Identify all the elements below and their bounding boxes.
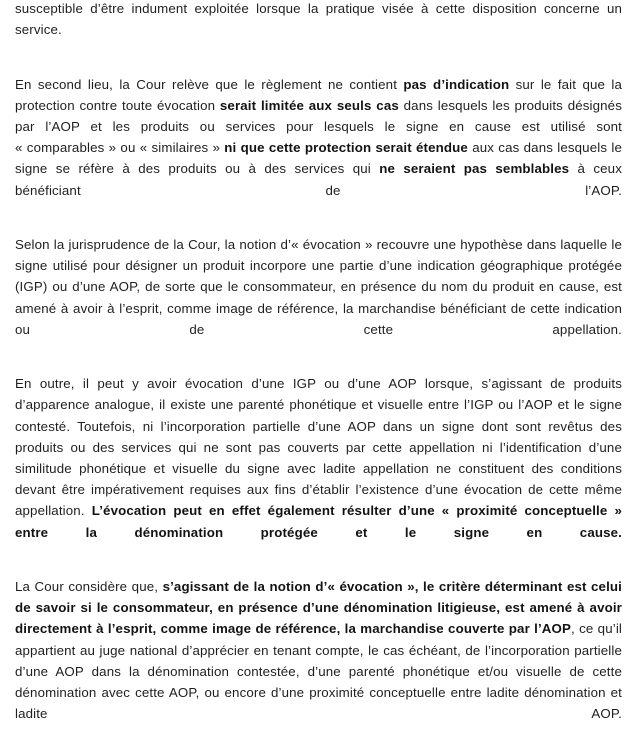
emphasis-run: serait limitée aux seuls cas — [219, 97, 399, 113]
paragraph-en-second-lieu — [15, 74, 622, 222]
paragraph-susceptible-dette-indument-exploitee — [15, 0, 622, 62]
text-run: aux cas dans lesquels le signe se réfère à des produits ou à des services qui — [15, 140, 622, 177]
text-run: Selon la jurisprudence de la Cour, la notion d’« évocation » recouvre une hypothèse dans laquelle le signe utilisé pour désigner un produit incorpore une partie d’une indication géographique protégée (IGP) ou d’une AOP, de sorte que le consommateur, en présence du nom du produit en cause, est amené à avoir à l’esprit, comme image de référence, la marchandise bénéficiant de cette indication ou de cette appellation. — [15, 237, 622, 337]
paragraph-selon-la-jurisprudence — [15, 234, 622, 361]
paragraph-en-outre-evocation — [15, 373, 622, 564]
text-run: En second lieu, la Cour relève que le règlement ne contient — [15, 76, 404, 92]
document-text-body — [15, 0, 622, 746]
emphasis-run: L’évocation peut en effet également résulter d’une « proximité conceptuelle » entre la dénomination protégée et le signe en cause. — [15, 503, 622, 540]
text-run: , ce qu’il appartient au juge national d’apprécier en tenant compte, le cas échéant, de l’incorporation partielle d’une AOP dans la dénomination contestée, d’une parenté phonétique et/ou visuelle de cette dénomination avec cette AOP, ou encore d’une proximité conceptuelle entre ladite dénomination et ladite AOP. — [15, 621, 622, 722]
text-run: En outre, il peut y avoir évocation d’une IGP ou d’une AOP lorsque, s’agissant de produits d’apparence analogue, il existe une parenté phonétique et visuelle entre l’IGP ou l’AOP et le signe contesté. Toutefois, ni l’incorporation partielle d’une AOP dans un signe dont sont revêtus des produits ou des services qui ne sont pas couverts par cette appellation ni l’identification d’une similitude phonétique et visuelle du signe avec ladite appellation ne constituent des conditions devant être impérativement requises aux fins d’établir l’existence d’une évocation de cette même appellation. — [15, 376, 622, 519]
emphasis-run: s’agissant de la notion d’« évocation », le critère déterminant est celui de savoir si le consommateur, en présence d’une dénomination litigieuse, est amené à avoir directement à l’esprit, comme image de référence, la marchandise couverte par l’AOP — [15, 579, 622, 637]
emphasis-run: pas d’indication — [403, 76, 510, 92]
text-run: La Cour considère que, — [15, 579, 163, 595]
text-run: sur le fait que la protection contre toute évocation — [15, 76, 623, 113]
paragraph-la-cour-considere — [15, 576, 622, 746]
text-run: dans lesquels les produits désignés par l’AOP et les produits ou services pour lesquels le signe en cause est utilisé sont « comparables » ou « similaires » — [15, 97, 622, 156]
emphasis-run: ni que cette protection serait étendue — [224, 140, 468, 156]
text-run: à ceux bénéficiant de l’AOP. — [15, 161, 622, 198]
text-run: susceptible d’être indument exploitée lorsque la pratique visée à cette disposition concerne un service. — [15, 1, 622, 38]
emphasis-run: ne seraient pas semblables — [379, 161, 570, 177]
